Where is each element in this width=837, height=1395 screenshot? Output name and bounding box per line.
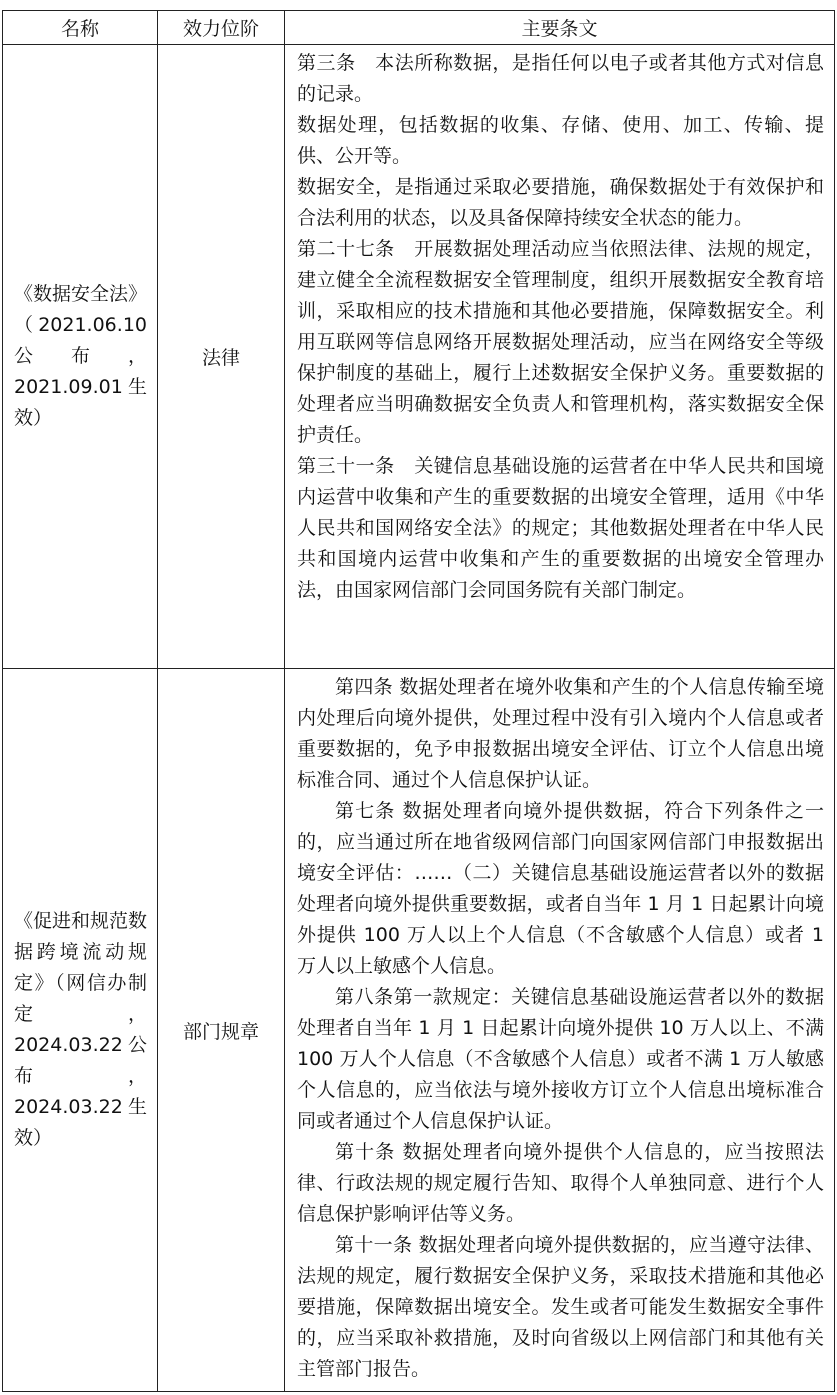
header-name: 名称	[3, 11, 158, 45]
law-name-cell	[3, 669, 158, 1392]
regulations-table	[2, 10, 835, 1392]
header-articles: 主要条文	[285, 11, 835, 45]
law-dates: （网信办制定，2024.03.22公布，2024.03.22生效）	[14, 972, 147, 1149]
article-paragraph: 第三条 本法所称数据，是指任何以电子或者其他方式对信息的记录。	[297, 52, 824, 105]
article-paragraph: 第十条 数据处理者向境外提供个人信息的，应当按照法律、行政法规的规定履行告知、取得个人单独同意、进行个人信息保护影响评估等义务。	[297, 1141, 824, 1225]
table-header-row	[3, 11, 835, 45]
law-level: 部门规章	[158, 669, 285, 1392]
law-title: 《促进和规范数据跨境流动规定》	[14, 910, 148, 994]
article-paragraph: 数据安全，是指通过采取必要措施，确保数据处于有效保护和合法利用的状态，以及具备保障持续安全状态的能力。	[297, 176, 824, 229]
law-title: 《数据安全法》	[14, 283, 148, 305]
table-row	[3, 45, 835, 669]
article-paragraph: 第十一条 数据处理者向境外提供数据的，应当遵守法律、法规的规定，履行数据安全保护义务，采取技术措施和其他必要措施，保障数据出境安全。发生或者可能发生数据安全事件的，应当采取补救措施，及时向省级以上网信部门和其他有关主管部门报告。	[297, 1234, 824, 1380]
article-paragraph: 第三十一条 关键信息基础设施的运营者在中华人民共和国境内运营中收集和产生的重要数据的出境安全管理，适用《中华人民共和国网络安全法》的规定；其他数据处理者在中华人民共和国境内运营中收集和产生的重要数据的出境安全管理办法，由国家网信部门会同国务院有关部门制定。	[297, 455, 824, 601]
table-row	[3, 669, 835, 1392]
article-paragraph: 数据处理，包括数据的收集、存储、使用、加工、传输、提供、公开等。	[297, 114, 824, 167]
law-articles	[285, 45, 835, 669]
article-paragraph: 第二十七条 开展数据处理活动应当依照法律、法规的规定，建立健全全流程数据安全管理制度，组织开展数据安全教育培训，采取相应的技术措施和其他必要措施，保障数据安全。利用互联网等信息网络开展数据处理活动，应当在网络安全等级保护制度的基础上，履行上述数据安全保护义务。重要数据的处理者应当明确数据安全负责人和管理机构，落实数据安全保护责任。	[297, 238, 824, 446]
article-paragraph: 第八条第一款规定：关键信息基础设施运营者以外的数据处理者自当年 1 月 1 日起累计向境外提供 10 万人以上、不满 100 万人个人信息（不含敏感个人信息）或者不满 1 万人敏感个人信息的，应当依法与境外接收方订立个人信息出境标准合同或者通过个人信息保护认证。	[297, 986, 824, 1132]
header-level: 效力位阶	[158, 11, 285, 45]
law-articles	[285, 669, 835, 1392]
law-name-cell	[3, 45, 158, 669]
article-paragraph: 第四条 数据处理者在境外收集和产生的个人信息传输至境内处理后向境外提供，处理过程中没有引入境内个人信息或者重要数据的，免予申报数据出境安全评估、订立个人信息出境标准合同、通过个人信息保护认证。	[297, 676, 824, 791]
law-level: 法律	[158, 45, 285, 669]
law-dates: （2021.06.10公布，2021.09.01生效）	[14, 314, 147, 429]
article-paragraph: 第七条 数据处理者向境外提供数据，符合下列条件之一的，应当通过所在地省级网信部门向国家网信部门申报数据出境安全评估：……（二）关键信息基础设施运营者以外的数据处理者向境外提供重要数据，或者自当年 1 月 1 日起累计向境外提供 100 万人以上个人信息（不含敏感个人信息）或者 1 万人以上敏感个人信息。	[297, 800, 824, 977]
